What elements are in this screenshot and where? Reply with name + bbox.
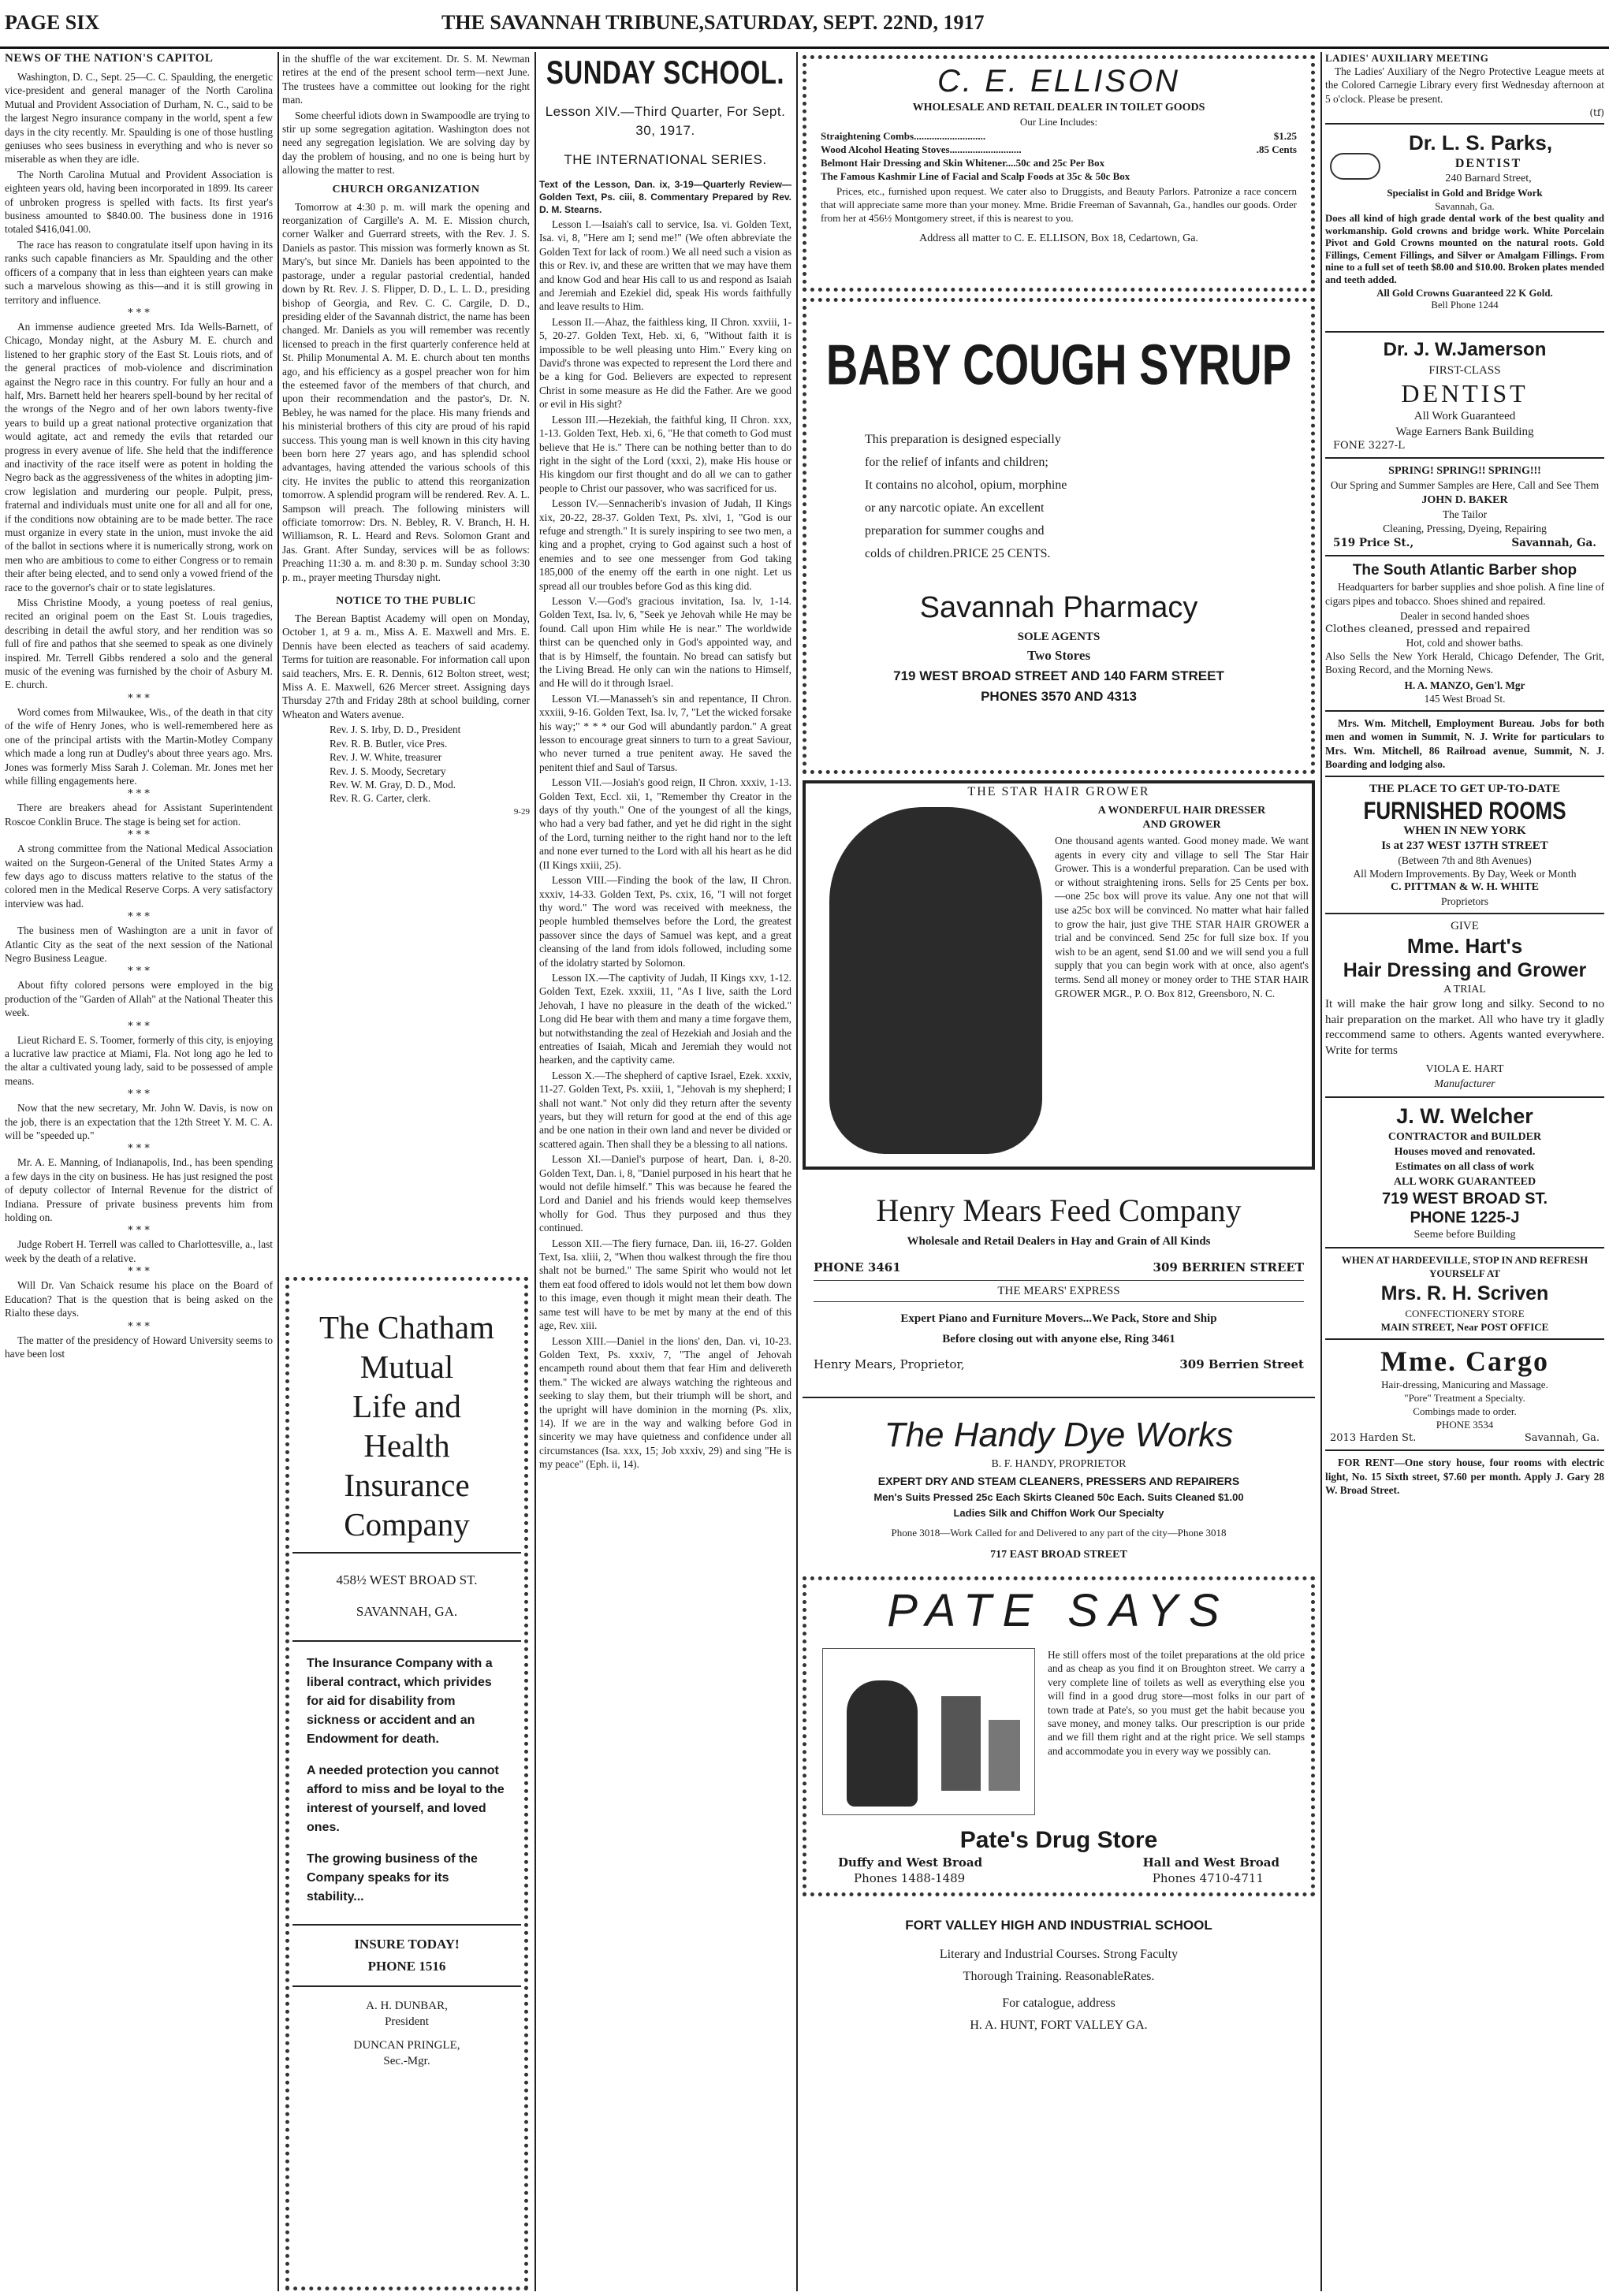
handy-expertise: EXPERT DRY AND STEAM CLEANERS, PRESSERS AND REPAIRERS [877, 1475, 1240, 1487]
pharmacy-name: Savannah Pharmacy [919, 591, 1198, 624]
barber-line: Dealer in second handed shoes [1400, 610, 1529, 623]
article-paragraph: in the shuffle of the war excitement. Dr. S. M. Newman retires at the end of the present school term—next June. The trustees have a committee out looking for the right man. [282, 53, 530, 106]
cough-title: BABY COUGH SYRUP [825, 332, 1292, 397]
hart-manufacturer: Manufacturer [1434, 1078, 1495, 1091]
ad-address: 458½ WEST BROAD ST. [336, 1572, 478, 1587]
cargo-line: Hair-dressing, Manicuring and Massage. [1381, 1379, 1548, 1391]
column-rule [1320, 52, 1322, 2291]
rooms-line: (Between 7th and 8th Avenues) [1398, 854, 1532, 867]
lesson-paragraph: Lesson VIII.—Finding the book of the law, II Chron. xxxiv, 14-33. Golden Text, Ps. cxix, 16, "I will not forget thy word." The word was received with meekness, the people humbled themselves before the Lord, the greatest passover since the days of Samuel was kept, and a great cleansing of the land from idols followed, including some of the idolatry started by Solomon. [539, 874, 791, 969]
rooms-line: Proprietors [1441, 895, 1488, 908]
ellison-lines-label: Our Line Includes: [1019, 116, 1098, 128]
parks-guarantee: All Gold Crowns Guaranteed 22 K Gold. [1376, 288, 1553, 300]
separator-stars: * * * [128, 829, 150, 842]
ad-mitchell-bureau: Mrs. Wm. Mitchell, Employment Bureau. Jobs for both men and women in Summit, N. J. Write for particulars to Mrs. Wm. Mitchell, 86 Railroad avenue, Summit, N. J. Boarding and lodging also. [1325, 716, 1604, 771]
separator-stars: * * * [128, 911, 150, 924]
fortvalley-line: Literary and Industrial Courses. Strong Faculty [939, 1948, 1179, 1961]
article-paragraph: Now that the new secretary, Mr. John W. Davis, is now on the job, there is an expectation that the 12th Street Y. M. C. A. will be "speeded up." [5, 1102, 273, 1142]
article-paragraph: Mr. A. E. Manning, of Indianapolis, Ind., has been spending a few days in the city on business. He has just resigned the post of deputy collector of Internal Revenue for the district of Indiana. Pressure of private business prevents him from holding on. [5, 1156, 273, 1224]
ellison-title: C. E. ELLISON [937, 64, 1180, 99]
cargo-line: "Pore" Treatment a Specialty. [1404, 1392, 1525, 1405]
cough-desc-line: preparation for summer coughs and [865, 524, 1045, 538]
separator-stars: * * * [128, 1143, 150, 1155]
hart-name: Mme. Hart's [1406, 934, 1523, 958]
handy-prices: Men's Suits Pressed 25c Each Skirts Cleaned 50c Each. Suits Cleaned $1.00 [873, 1491, 1244, 1503]
rooms-title: FURNISHED ROOMS [1363, 796, 1566, 825]
separator-stars: * * * [128, 1020, 150, 1033]
ad-star-hair-grower [803, 780, 1315, 1170]
separator-stars: * * * [128, 788, 150, 801]
welcher-address: 719 WEST BROAD ST. [1381, 1190, 1548, 1208]
article-paragraph: Lieut Richard E. S. Toomer, formerly of this city, is enjoying a lucrative law practice at Miami, Fla. Not long ago he led to the altar a cultivated young lady, said to be possessed of ample means. [5, 1033, 273, 1087]
price-row: Straightening Combs............................ $1.25 [821, 130, 1297, 142]
pharmacy-phones: PHONES 3570 AND 4313 [981, 689, 1137, 704]
mears-phone: PHONE 3461 [814, 1260, 901, 1275]
ad-body: The Insurance Company with a liberal contract, which privides for aid for disability from sickness or accident and an Endowment for death. [307, 1657, 493, 1746]
notice-heading: NOTICE TO THE PUBLIC [336, 595, 476, 608]
star-body: One thousand agents wanted. Good money made. We want agents in every city and village to sell The Star Hair Grower. This is a wonderful preparation. Can be used with or without straightening irons. Sells for 25 Cents per box. —one 25c box will prove its value. Any one not that will use a25c box will be convinced. No matter what hair falled to grow the hair, just give THE STAR HAIR GROWER a trial and be convinced. Send 25c for full size box. If you wish to be an agent, send $1.00 and we will send you a full supply that you can begin work with at once, also agent's terms. Send all money or money order to THE STAR HAIR GROWER MGR., P. O. Box 812, Greensboro, N. C. [1055, 835, 1309, 999]
ellison-address: Address all matter to C. E. ELLISON, Box 18, Cedartown, Ga. [919, 233, 1198, 244]
ad-john-baker [1325, 463, 1604, 550]
auxiliary-mark: (tf) [1589, 107, 1604, 119]
hart-trial: A TRIAL [1443, 984, 1486, 996]
pharmacy-stores: Two Stores [1026, 648, 1091, 663]
hart-manufacturer-name: VIOLA E. HART [1425, 1063, 1504, 1076]
baker-services: Cleaning, Pressing, Dyeing, Repairing [1383, 523, 1547, 535]
mears-express: THE MEARS' EXPRESS [814, 1280, 1304, 1302]
ad-henry-mears [803, 1178, 1315, 1390]
ad-body: The growing business of the Company speaks for its stability... [307, 1852, 478, 1903]
column-rule [796, 52, 798, 2291]
rooms-line: WHEN IN NEW YORK [1403, 824, 1526, 838]
ad-phone: PHONE 1516 [367, 1959, 446, 1974]
price-row: Wood Alcohol Heating Stoves............................ .85 Cents [821, 143, 1297, 155]
baker-address: 519 Price St., [1333, 537, 1414, 550]
article-paragraph: Washington, D. C., Sept. 25—C. C. Spaulding, the energetic vice-president and general manager of the North Carolina Mutual and Provident Association of Durham, N. C., said to be the largest Negro insurance company in the world, spent a few days in the city recently. Mr. Spaulding is one of those hustling geniuses who sees business in everything and who is never so miserable as when they are idle. [5, 71, 273, 166]
scriven-line: MAIN STREET, Near POST OFFICE [1380, 1321, 1549, 1334]
article-paragraph: The business men of Washington are a unit in favor of Atlantic City as the seat of the next session of the National Negro Business League. [5, 925, 273, 964]
ad-furnished-rooms [1325, 782, 1604, 908]
parks-body: Does all kind of high grade dental work of the best quality and workmanship. Gold crowns and bridge work. White Porcelain Pivot and Gold Crowns mounted on the natural roots. Gold Fillings, Cement Fillings, and Silver or Amalgam Fillings. From nine to a full set of teeth $8.00 and $10.00. Broken plates mended and teeth added. [1325, 213, 1604, 285]
ad-welcher [1325, 1103, 1604, 1242]
article-paragraph: About fifty colored persons were employed in the big production of the "Garden of Allah" at the National Theater this week. [5, 979, 273, 1019]
barber-body: Headquarters for barber supplies and shoe polish. A fine line of cigars pipes and tobacco. Shoes shined and repaired. [1325, 581, 1604, 607]
article-paragraph: The North Carolina Mutual and Provident Association is eighteen years old, having been incorporated in 1899. Its career of unbroken progress is spelled with facts. Its first year's business amounted to $840.00. The business done in 1916 totaled $416,041.00. [5, 168, 273, 236]
pharmacy-address: 719 WEST BROAD STREET AND 140 FARM STREET [893, 668, 1224, 683]
signatory: Rev. J. S. Irby, D. D., President [330, 724, 461, 736]
auxiliary-body: The Ladies' Auxiliary of the Negro Protective League meets at the Colored Carnegie Library every first Wednesday afternoon at 5 o'clock. Please be present. [1325, 65, 1604, 105]
star-tagline: AND GROWER [1142, 819, 1221, 831]
lesson-paragraph: Lesson X.—The shepherd of captive Israel, Ezek. xxxiv, 11-27. Golden Text, Ps. xxiii, 1, "Jehovah is my shepherd; I shall not want." Not only did they return after the seventy years, but they will return for good at the end of this age and be one nation in their own land and never be divided or scattered again. Then shall they be a blessing to all nations. [539, 1069, 791, 1150]
ad-south-atlantic-barber [1325, 561, 1604, 705]
ad-handy-dye-works [803, 1403, 1315, 1570]
pate-title: PATE SAYS [887, 1585, 1231, 1636]
lesson-paragraph: Lesson IX.—The captivity of Judah, II Kings xxv, 1-12. Golden Text, Ezek. xxxiii, 11, "As I live, saith the Lord Jehovah, I have no pleasure in the death of the wicked." Long did He bear with them and many a time forgave them, but notwithstanding the zeal of Hezekiah and Josiah and the entreaties of Isaiah, Micah and Jeremiah they would not hearken, and the captivity came. [539, 971, 791, 1066]
pate-phone: Phones 4710-4711 [1152, 1871, 1264, 1885]
church-heading: CHURCH ORGANIZATION [332, 183, 480, 195]
rooms-line: All Modern Improvements. By Day, Week or Month [1353, 868, 1577, 880]
cough-desc-line: or any narcotic opiate. An excellent [865, 501, 1045, 515]
signatory: Rev. W. M. Gray, D. D., Mod. [330, 778, 456, 791]
barber-line: Clothes cleaned, pressed and repaired [1325, 623, 1531, 636]
parks-city: Savannah, Ga. [1435, 200, 1495, 213]
ad-dr-jamerson [1325, 337, 1604, 452]
lesson-paragraph: Lesson V.—God's gracious invitation, Isa. lv, 1-14. Golden Text, Isa. lv, 6, "Seek ye Jehovah while He may be found. Call upon Him while He is near." The worldwide thirst can be quenched only in God's appointed way, and that is by Himself, the fountain. No bread can satisfy but the Living Bread. He only can win the nations to Himself, and He will do it through Israel. [539, 594, 791, 690]
column-rule [277, 52, 279, 2291]
barber-manager: H. A. MANZO, Gen'l. Mgr [1404, 679, 1525, 691]
ad-cta: INSURE TODAY! [354, 1937, 460, 1952]
cough-desc-line: This preparation is designed especially [865, 433, 1061, 446]
article-heading: NEWS OF THE NATION'S CAPITOL [5, 52, 214, 65]
ad-title-line: Mutual [359, 1349, 454, 1385]
welcher-line: Houses moved and renovated. [1394, 1146, 1536, 1159]
column-church-notice [282, 52, 530, 1250]
handy-address: 717 EAST BROAD STREET [990, 1549, 1127, 1561]
mears-title: Henry Mears Feed Company [876, 1193, 1242, 1228]
mears-proprietor: Henry Mears, Proprietor, [814, 1357, 965, 1371]
ad-chatham-mutual [285, 1277, 528, 2290]
lesson-paragraph: Lesson II.—Ahaz, the faithless king, II Chron. xxviii, 1-5, 20-27. Golden Text, Heb. xi, 6, "Without faith it is impossible to be well pleasing unto Him." Every king on David's throne was expected to represent the Lord there and be a king for God. Believers are expected to represent Christ in some measure as He did the Father. Are we good or evil in His sight? [539, 315, 791, 411]
mears-street: 309 BERRIEN STREET [1153, 1260, 1304, 1275]
article-paragraph: The Berean Baptist Academy will open on Monday, October 1, at 9 a. m., Miss A. E. Maxwell and Mrs. E. Dennis have been elected as teachers of said academy. Terms for tuition are reasonable. For information call upon said teachers, Mrs. E. R. Dennis, 612 Bolton street, west; Miss A. E. Maxwell, 626 Mercer street. Assigning days Thursday 27th and Friday 28th at school building, corner Wheaton and Waters avenue. [282, 612, 530, 720]
cargo-city: Savannah, Ga. [1524, 1432, 1600, 1445]
separator-stars: * * * [128, 1320, 150, 1333]
separator-stars: * * * [128, 966, 150, 978]
rooms-line: Is at 237 WEST 137TH STREET [1381, 839, 1548, 853]
handy-title: The Handy Dye Works [884, 1416, 1234, 1454]
welcher-line: CONTRACTOR and BUILDER [1387, 1131, 1542, 1144]
mears-subtitle: Wholesale and Retail Dealers in Hay and Grain of All Kinds [907, 1235, 1211, 1248]
hart-give: GIVE [1451, 920, 1479, 933]
jamerson-building: Wage Earners Bank Building [1395, 426, 1534, 439]
barber-body: Also Sells the New York Herald, Chicago Defender, The Grit, Boxing Record, and the Morning News. [1325, 650, 1604, 676]
ellison-subtitle: WHOLESALE AND RETAIL DEALER IN TOILET GOODS [912, 102, 1205, 113]
ad-title-line: Life and [352, 1388, 461, 1424]
star-tagline: A WONDERFUL HAIR DRESSER [1097, 805, 1266, 817]
ad-city: SAVANNAH, GA. [356, 1604, 458, 1619]
barber-heading: The South Atlantic Barber shop [1352, 562, 1577, 579]
ad-secretary: DUNCAN PRINGLE, [353, 2039, 460, 2052]
parks-title: DENTIST [1454, 157, 1522, 171]
lesson-paragraph: Lesson XIII.—Daniel in the lions' den, Dan. vi, 10-23. Golden Text, Ps. xxxiv, 7, "The angel of Jehovah encampeth round about them that fear Him and delivereth them." The wicked are always watching the righteous and seeking to slay them, but their triumph will be short, and the upright will have dominion in the morning (Ps. xlix, 14). If we are in the way and walking before God in sincerity we may have quietness and confidence under all circumstances (Isa. xxx, 15; Job xxxiv, 29) and sing "He is my peace" (Eph. ii, 14). [539, 1334, 791, 1471]
article-paragraph: A strong committee from the National Medical Association waited on the Surgeon-General of the United States Army a few days ago to discuss matters relative to the status of the colored men in the Medical Reserve Corps. A very satisfactory interview was had. [5, 843, 273, 910]
ad-pate-drug-store [803, 1576, 1315, 1896]
ad-secretary-title: Sec.-Mgr. [383, 2055, 430, 2067]
price-row: Belmont Hair Dressing and Skin Whitener....50c and 25c Per Box [821, 157, 1105, 169]
rooms-headline: THE PLACE TO GET UP-TO-DATE [1369, 783, 1560, 796]
ad-mme-cargo [1325, 1345, 1604, 1445]
lesson-paragraph: Lesson XII.—The fiery furnace, Dan. iii, 16-27. Golden Text, Isa. xliii, 2, "When thou walkest through the fire thou shalt not be burned." The same Spirit who would not let them eat food offered to idols would not let them bow down to this image, even though it might mean their death. The same test will have to be met by many at the end of this age, Rev. xiii. [539, 1237, 791, 1332]
scriven-name: Mrs. R. H. Scriven [1380, 1282, 1549, 1305]
star-title: THE STAR HAIR GROWER [967, 785, 1150, 798]
jamerson-guarantee: All Work Guaranteed [1413, 410, 1516, 423]
page-number: PAGE SIX [5, 11, 100, 34]
lesson-paragraph: Lesson XI.—Daniel's purpose of heart, Dan. i, 8-20. Golden Text, Dan. i, 8, "Daniel purposed in his heart that he would not defile himself." This was because he feared the Lord and Daniel and his friends would keep themselves wholly for God. Thus they purposed and thus they continued. [539, 1153, 791, 1234]
article-paragraph: Word comes from Milwaukee, Wis., of the death in that city of the wife of Henry Jones, who is well-remembered here as one of the principal artists with the Martin-Motley Company which made a long run at Dudley's about three years ago. Mrs. Jones was formerly Miss Sarah J. Coleman. Mr. Jones met her while filling engagements here. [5, 705, 273, 787]
lesson-intro: Text of the Lesson, Dan. ix, 3-19—Quarterly Review—Golden Text, Ps. ciii, 8. Commentary Prepared by Rev. D. M. Stearns. [539, 179, 791, 215]
fortvalley-title: FORT VALLEY HIGH AND INDUSTRIAL SCHOOL [905, 1918, 1212, 1933]
cough-desc-line: It contains no alcohol, opium, morphine [865, 478, 1067, 492]
ad-ellison [803, 55, 1315, 292]
welcher-line: Estimates on all class of work [1395, 1161, 1535, 1174]
baker-samples: Our Spring and Summer Samples are Here, Call and See Them [1330, 479, 1600, 492]
handy-phone: Phone 3018—Work Called for and Delivered to any part of the city—Phone 3018 [891, 1527, 1227, 1539]
handy-ladies: Ladies Silk and Chiffon Work Our Specialty [953, 1507, 1164, 1519]
series-heading: THE INTERNATIONAL SERIES. [564, 152, 767, 167]
column-classifieds [1325, 52, 1604, 2291]
ad-dr-parks [1325, 129, 1604, 311]
pharmacy-agents: SOLE AGENTS [1017, 631, 1101, 643]
signatory: Rev. J. W. White, treasurer [330, 751, 442, 764]
pate-store-name: Pate's Drug Store [959, 1827, 1158, 1853]
article-paragraph: Will Dr. Van Schaick resume his place on the Board of Education? That is the question that is being asked on the Rialto these days. [5, 1279, 273, 1319]
scriven-headline: WHEN AT HARDEEVILLE, STOP IN AND REFRESH YOURSELF AT [1341, 1254, 1589, 1280]
cargo-line: Combings made to order. [1413, 1405, 1517, 1418]
hart-title: Hair Dressing and Grower [1343, 959, 1587, 982]
barber-line: Hot, cold and shower baths. [1406, 637, 1524, 649]
pate-location: Hall and West Broad [1142, 1855, 1279, 1870]
pate-body: He still offers most of the toilet preparations at the old price and as cheap as you find it on Broughton street. We carry a very complete line of toilets as well as everything else you will find in a good drug store—most folks in our part of town trade at Pate's, so you must get the habit because you save money, and money talks. Our prescription is our pride and we fill them right and at the right price. We sell stamps and accommodate you in every way we possibly can. [1048, 1649, 1305, 1757]
scriven-line: CONFECTIONERY STORE [1405, 1308, 1525, 1320]
lesson-paragraph: Lesson I.—Isaiah's call to service, Isa. vi. Golden Text, Isa. vi, 8, "Here am I; send me!" (We often abbreviate the Golden Text for lack of room.) We all need such a vision as this or Rev. iv, and these are written that we may have them and know God and hear His call to us and respond as Isaiah and Jeremiah and Ezekiel did, speak His words faithfully and leave results to Him. [539, 218, 791, 313]
ad-baby-cough-syrup [803, 298, 1315, 774]
article-paragraph: Judge Robert H. Terrell was called to Charlottesville, a., last week by the death of a relative. [5, 1238, 273, 1264]
ad-body: A needed protection you cannot afford to miss and be loyal to the interest of yourself, and loved ones. [307, 1764, 505, 1834]
parks-specialty: Specialist in Gold and Bridge Work [1387, 187, 1543, 199]
rooms-proprietors: C. PITTMAN & W. H. WHITE [1391, 881, 1539, 894]
lesson-subtitle: Lesson XIV.—Third Quarter, For Sept. 30, 1917. [545, 104, 786, 138]
welcher-name: J. W. Welcher [1396, 1104, 1533, 1129]
mears-proprietor-street: 309 Berrien Street [1179, 1357, 1304, 1371]
price-row: The Famous Kashmir Line of Facial and Scalp Foods at 35c & 50c Box [821, 170, 1130, 182]
ellison-description: Prices, etc., furnished upon request. We cater also to Druggists, and Beauty Parlors. Patronize a race concern that will appreciate same more than your money. Mme. Bridie Freeman of Savannah, Ga., handles our goods. Order from her at 456½ Montgomery street, if this is nearest to you. [821, 185, 1297, 224]
baker-city: Savannah, Ga. [1511, 537, 1596, 550]
ad-title-line: The Chatham [318, 1309, 495, 1345]
cargo-name: Mme. Cargo [1380, 1345, 1549, 1378]
welcher-phone: PHONE 1225-J [1410, 1209, 1520, 1227]
notice-date: 9-29 [513, 806, 530, 817]
signatory: Rev. R. B. Butler, vice Pres. [330, 737, 448, 750]
jamerson-phone: FONE 3227-L [1333, 440, 1405, 452]
signatory: Rev. R. G. Carter, clerk. [330, 792, 431, 805]
cough-desc-line: for the relief of infants and children; [865, 456, 1048, 469]
separator-stars: * * * [128, 1088, 150, 1101]
column-rule [534, 52, 536, 2291]
ad-fort-valley-school [803, 1903, 1315, 2290]
sunday-school-title: SUNDAY SCHOOL. [546, 54, 785, 91]
welcher-line: Seeme before Building [1413, 1229, 1516, 1241]
parks-address: 240 Barnard Street, [1445, 173, 1532, 185]
ad-title-line: Insurance [344, 1467, 470, 1503]
column-sunday-school [539, 52, 791, 2291]
article-paragraph: Tomorrow at 4:30 p. m. will mark the opening and reorganization of Cargille's A. M. E. Mission church, corner Walker and Guerrard streets, with the Rev. J. S. Daniels as pastor. This mission was formerly known as St. Mary's, but since Mr. Daniels has been appointed to the pastorage, under a regular pastorial credential, handed down by Rt. Rev. J. S. Flipper, D. D., L. L. D., presiding bishop of Georgia, and Rev. C. C. Cargile, D. D., presiding elder of the Savannah district, the name has been changed. Mr. Daniels as you will remember was recently licensed to preach in the first quarterly conference held at St. Philip Monumental A. M. E. church about ten months ago, and his efficiency as a gospel preacher won for him the esteemed favor of the members of that church, and upon their recommendation and the pastor's, Dr. N. Bebley, he was named for the place. His many friends and his ministerial brothers of this city are proud of his rapid success. This young man is well known in this city having been born here 27 years ago, and has splendid school advantages, having attended the various schools of this city. He invites the public to attend this reorganization tomorrow. A splendid program will be rendered. Rev. A. L. Sampson will preach. The following ministers will officiate tomorrow: Drs. N. Bebley, R. V. Branch, H. H. Williamson, R. L. Heard and Revs. Solomon Grant and Jas. Grant. After Sunday, services will be as follows: Preaching 11:30 a. m. and 8:30 p. m. Sunday school 3:30 p. m., prayer meeting Thursday night. [282, 200, 530, 583]
mears-movers: Expert Piano and Furniture Movers...We Pack, Store and Ship [900, 1312, 1217, 1325]
article-paragraph: Some cheerful idiots down in Swampoodle are trying to stir up some segregation agitation. Washington does not need any segregation legislation. We are solving day by day the problem of housing, and no one is being hurt by allowing the matter to rest. [282, 109, 530, 177]
handy-proprietor: B. F. HANDY, PROPRIETOR [991, 1458, 1127, 1470]
ad-mme-hart [1325, 919, 1604, 1092]
fortvalley-line: H. A. HUNT, FORT VALLEY GA. [970, 2019, 1148, 2032]
barber-address: 145 West Broad St. [1424, 692, 1506, 705]
signatories [282, 723, 530, 819]
jamerson-name: Dr. J. W.Jamerson [1383, 339, 1547, 361]
denture-icon [1330, 153, 1380, 180]
lesson-paragraph: Lesson VI.—Manasseh's sin and repentance, II Chron. xxxiii, 9-16. Golden Text, Isa. lv, 7, "Let the wicked forsake his way;" * * * our God will abundantly pardon." A great lesson to encourage great sinners to turn to a great Saviour, who never turned a true penitent away. He saved the penitent thief and Saul of Tarsus. [539, 692, 791, 773]
separator-stars: * * * [128, 692, 150, 705]
baker-title: The Tailor [1442, 508, 1488, 521]
lesson-paragraph: Lesson VII.—Josiah's good reign, II Chron. xxxiv, 1-13. Golden Text, Eccl. xii, 1, "Remember thy Creator in the days of thy youth." One of the youngest of all the kings, who had a very bad father, and yet he did right in the sight of the Lord, turning neither to the right hand nor to the left and none ever turned to the Lord with all his heart as he did (II Kings xxiii, 25). [539, 776, 791, 871]
mears-ring: Before closing out with anyone else, Ring 3461 [942, 1333, 1175, 1345]
separator-stars: * * * [128, 307, 150, 319]
baker-headline: SPRING! SPRING!! SPRING!!! [1388, 465, 1541, 478]
ad-title-line: Health [363, 1427, 450, 1464]
hart-body: It will make the hair grow long and silky. Second to no hair preparation on the market. All who have try it gladly reccommend same to others. Agents wanted everywhere. Write for terms [1325, 998, 1604, 1057]
welcher-line: ALL WORK GUARANTEED [1393, 1176, 1536, 1189]
article-paragraph: There are breakers ahead for Assistant Superintendent Roscoe Conklin Bruce. The stage is being set for action. [5, 802, 273, 828]
signatory: Rev. J. S. Moody, Secretary [330, 765, 446, 777]
lesson-paragraph: Lesson IV.—Sennacherib's invasion of Judah, II Kings xix, 20-22, 28-37. Golden Text, Ps. xlvi, 1, "God is our refuge and strength." It is surely inspiring to see two men, a king and a prophet, crying to God against such a host of enemies and to see one messenger from God taking 185,000 of the enemy off the earth in one night. Let us spread all our troubles before God as this king did. [539, 497, 791, 592]
parks-name: Dr. L. S. Parks, [1408, 131, 1553, 155]
woman-portrait-image [829, 807, 1042, 1154]
jamerson-title: DENTIST [1401, 379, 1529, 408]
article-paragraph: Miss Christine Moody, a young poetess of real genius, recited an original poem on the East St. Louis tragedies, describing in detail the awful story, and her rendition was so full of fire and pathos that she seemed to speak as one divinely inspired. Mr. Terrell Gibbs rendered a solo and the general music of the evening was furnished by the choir of Asbury M. E. church. [5, 597, 273, 691]
cargo-phone: PHONE 3534 [1436, 1419, 1494, 1431]
pharmacist-illustration [822, 1648, 1035, 1815]
newspaper-title: THE SAVANNAH TRIBUNE,SATURDAY, SEPT. 22ND, 1917 [441, 11, 985, 34]
ad-separator [803, 1397, 1315, 1398]
column-nations-capitol [5, 52, 273, 2291]
fortvalley-line: For catalogue, address [1002, 1996, 1115, 2010]
fortvalley-line: Thorough Training. ReasonableRates. [963, 1970, 1155, 1983]
ad-for-rent: FOR RENT—One story house, four rooms with electric light, No. 15 Sixth street, $7.60 per month. Apply J. Gary 28 W. Broad Street. [1325, 1457, 1604, 1497]
auxiliary-heading: LADIES' AUXILIARY MEETING [1325, 52, 1489, 64]
lesson-paragraph: Lesson III.—Hezekiah, the faithful king, II Chron. xxx, 1-13. Golden Text, Heb. xi, 6, "He that cometh to God must believe that He is." There can be nothing better than to do right in the sight of the Lord (xxxi, 2), make His house or His kingdom our first thought and do all we can to gather people to Christ our passover, who was sacrificed for us. [539, 413, 791, 494]
ad-title-line: Company [344, 1506, 470, 1542]
cough-desc-line: colds of children.PRICE 25 CENTS. [865, 547, 1051, 560]
jamerson-firstclass: FIRST-CLASS [1428, 364, 1501, 378]
separator-stars: * * * [128, 1266, 150, 1278]
baker-name: JOHN D. BAKER [1421, 494, 1508, 507]
separator-stars: * * * [128, 1225, 150, 1237]
pate-phone: Phones 1488-1489 [854, 1871, 966, 1885]
pate-location: Duffy and West Broad [838, 1855, 983, 1870]
cargo-address: 2013 Harden St. [1330, 1432, 1417, 1445]
ad-president: A. H. DUNBAR, [366, 2000, 448, 2012]
article-paragraph: The race has reason to congratulate itself upon having in its ranks such capable financiers as Mr. Spaulding and the other officers of a company that in less than eighteen years can make such a marvelous showing as this—and it is still growing in territory and influence. [5, 238, 273, 306]
article-paragraph: An immense audience greeted Mrs. Ida Wells-Barnett, of Chicago, Monday night, at the Asbury M. E. church and listened to her graphic story of the East St. Louis riots, and of the general practices of mob-violence and discrimination against the Negro race in this country. For fully an hour and a half, Mrs. Barnett held her hearers spell-bound by her recital of the wrongs of the Negro and of her own labors twenty-five years to build up a great national protective organization that would agitate, act and remedy the evils that retarded our progress in every avenue of life. She held that the indifference and inactivity of the race itself were as potent in holding the Negro back as the aggressiveness of the whites in adopting jim-crow legislation and murdering our people. Pulpit, press, fraternal and individuals must unite one for all and all for one, if the conditions now obtaining are to be made better. The race must organize in every state in the union, must invoke the aid of the ballot in sections where it is numerically strong, work on men who are ambitious to come to either Congress or to remain their after being elected, and to send only a vowed friend of the race to the governor's chair or to state legislatures. [5, 320, 273, 594]
article-paragraph: The matter of the presidency of Howard University seems to have been lost [5, 1334, 273, 1360]
ad-president-title: President [385, 2015, 429, 2028]
parks-phone: Bell Phone 1244 [1431, 300, 1499, 311]
masthead [0, 0, 1609, 49]
ad-mrs-scriven [1325, 1253, 1604, 1334]
